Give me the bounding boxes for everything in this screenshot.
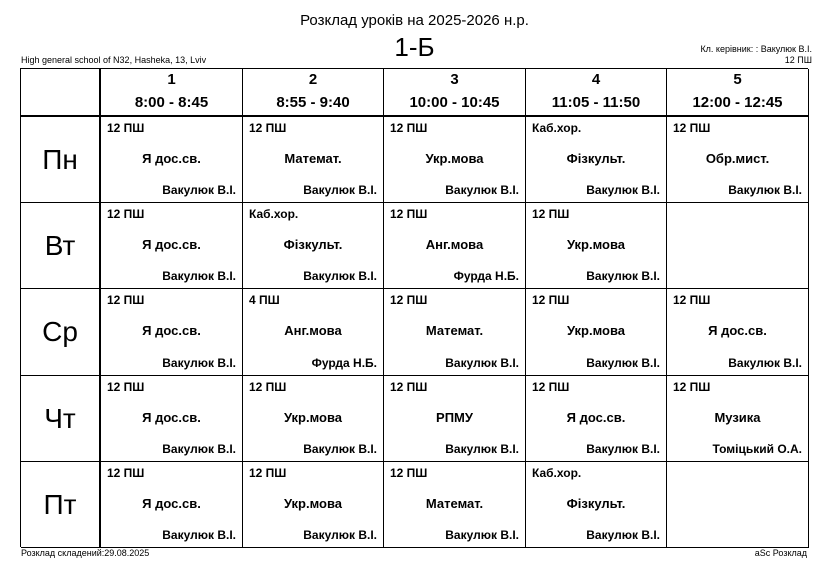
lesson-room: 12 ПШ xyxy=(532,207,570,221)
lesson-cell xyxy=(667,289,809,376)
lesson-subject: Музика xyxy=(714,410,761,425)
lesson-teacher: Томіцький О.А. xyxy=(712,442,802,456)
period-time: 8:55 - 9:40 xyxy=(276,94,350,111)
lesson-cell xyxy=(101,376,243,462)
lesson-teacher: Вакулюк В.І. xyxy=(586,356,660,370)
lesson-cell xyxy=(243,376,384,462)
lesson-room: 12 ПШ xyxy=(390,466,428,480)
lesson-room: 12 ПШ xyxy=(107,466,145,480)
lesson-teacher: Вакулюк В.І. xyxy=(162,183,236,197)
school-name: High general school of N32, Hasheka, 13, Lviv xyxy=(21,55,207,65)
period-header xyxy=(384,69,526,117)
lesson-cell xyxy=(101,117,243,203)
lesson-teacher: Вакулюк В.І. xyxy=(303,528,377,542)
lesson-teacher: Вакулюк В.І. xyxy=(586,183,660,197)
timetable-grid xyxy=(20,68,808,547)
lesson-room: 12 ПШ xyxy=(107,380,145,394)
lesson-teacher: Вакулюк В.І. xyxy=(586,442,660,456)
lesson-room: 12 ПШ xyxy=(107,121,145,135)
lesson-cell xyxy=(243,203,384,289)
period-number: 3 xyxy=(450,71,459,88)
day-label: Вт xyxy=(21,203,101,289)
lesson-room: 12 ПШ xyxy=(532,380,570,394)
period-header xyxy=(526,69,667,117)
lesson-teacher: Вакулюк В.І. xyxy=(586,269,660,283)
day-label: Чт xyxy=(21,376,101,462)
period-number: 4 xyxy=(591,71,601,88)
lesson-cell xyxy=(101,203,243,289)
lesson-cell xyxy=(667,117,809,203)
lesson-cell xyxy=(384,203,526,289)
lesson-room: 12 ПШ xyxy=(107,207,145,221)
lesson-subject: Укр.мова xyxy=(425,151,484,166)
period-number: 2 xyxy=(308,71,318,88)
day-label: Пн xyxy=(21,117,101,203)
empty-lesson-cell xyxy=(667,203,809,289)
lesson-subject: Математ. xyxy=(284,151,342,166)
lesson-cell xyxy=(667,376,809,462)
lesson-teacher: Вакулюк В.І. xyxy=(445,183,519,197)
lesson-teacher: Вакулюк В.І. xyxy=(303,269,377,283)
lesson-teacher: Вакулюк В.І. xyxy=(728,356,802,370)
period-number: 1 xyxy=(167,71,176,88)
period-time: 10:00 - 10:45 xyxy=(409,94,500,111)
lesson-teacher: Вакулюк В.І. xyxy=(162,528,236,542)
lesson-subject: Анг.мова xyxy=(284,323,342,338)
lesson-teacher: Вакулюк В.І. xyxy=(303,183,377,197)
software-name: aSc Розклад xyxy=(754,548,807,558)
lesson-room: 12 ПШ xyxy=(249,121,287,135)
lesson-teacher: Вакулюк В.І. xyxy=(445,528,519,542)
lesson-teacher: Вакулюк В.І. xyxy=(303,442,377,456)
lesson-cell xyxy=(384,462,526,548)
lesson-teacher: Фурда Н.Б. xyxy=(311,356,377,370)
lesson-room: 12 ПШ xyxy=(673,380,711,394)
lesson-teacher: Вакулюк В.І. xyxy=(162,356,236,370)
lesson-subject: Математ. xyxy=(425,496,484,511)
lesson-teacher: Вакулюк В.І. xyxy=(162,442,236,456)
period-header xyxy=(667,69,809,117)
class-teacher-info xyxy=(700,44,812,66)
lesson-subject: Укр.мова xyxy=(283,496,343,511)
lesson-subject: Фізкульт. xyxy=(283,237,343,252)
lesson-subject: Укр.мова xyxy=(566,237,626,252)
lesson-room: 12 ПШ xyxy=(390,207,428,221)
lesson-subject: Укр.мова xyxy=(283,410,343,425)
period-time: 11:05 - 11:50 xyxy=(551,94,641,111)
class-teacher-room: 12 ПШ xyxy=(784,55,812,65)
lesson-teacher: Вакулюк В.І. xyxy=(586,528,660,542)
lesson-teacher: Вакулюк В.І. xyxy=(445,356,519,370)
lesson-cell xyxy=(526,462,667,548)
lesson-room: 12 ПШ xyxy=(532,293,570,307)
lesson-subject: Я дос.св. xyxy=(142,151,201,166)
lesson-cell xyxy=(101,289,243,376)
lesson-subject: Анг.мова xyxy=(425,237,484,252)
lesson-cell xyxy=(526,117,667,203)
lesson-subject: Фізкульт. xyxy=(566,496,626,511)
lesson-subject: РПМУ xyxy=(436,410,473,425)
lesson-subject: Я дос.св. xyxy=(708,323,767,338)
period-header xyxy=(243,69,384,117)
lesson-room: 12 ПШ xyxy=(390,293,428,307)
empty-lesson-cell xyxy=(667,462,809,548)
lesson-cell xyxy=(243,117,384,203)
lesson-cell xyxy=(101,462,243,548)
corner-cell xyxy=(21,69,101,117)
lesson-cell xyxy=(243,462,384,548)
page-title: Розклад уроків на 2025-2026 н.р. xyxy=(300,12,529,29)
lesson-subject: Фізкульт. xyxy=(566,151,626,166)
lesson-subject: Я дос.св. xyxy=(142,410,201,425)
lesson-room: 12 ПШ xyxy=(673,121,711,135)
lesson-room: Каб.хор. xyxy=(249,207,299,221)
lesson-cell xyxy=(384,289,526,376)
lesson-subject: Математ. xyxy=(425,323,484,338)
lesson-cell xyxy=(526,376,667,462)
period-time: 8:00 - 8:45 xyxy=(134,94,209,111)
lesson-room: 12 ПШ xyxy=(390,121,428,135)
lesson-room: Каб.хор. xyxy=(532,466,582,480)
lesson-cell xyxy=(384,376,526,462)
lesson-subject: Я дос.св. xyxy=(142,237,201,252)
lesson-cell xyxy=(526,203,667,289)
lesson-room: 12 ПШ xyxy=(390,380,428,394)
lesson-cell xyxy=(526,289,667,376)
created-date: Розклад складений:29.08.2025 xyxy=(21,548,150,558)
period-header xyxy=(101,69,243,117)
day-label: Пт xyxy=(21,462,101,548)
lesson-room: Каб.хор. xyxy=(532,121,582,135)
lesson-room: 12 ПШ xyxy=(249,466,287,480)
lesson-room: 4 ПШ xyxy=(249,293,280,307)
lesson-subject: Обр.мист. xyxy=(705,151,770,166)
lesson-teacher: Фурда Н.Б. xyxy=(453,269,519,283)
lesson-teacher: Вакулюк В.І. xyxy=(162,269,236,283)
lesson-teacher: Вакулюк В.І. xyxy=(728,183,802,197)
lesson-teacher: Вакулюк В.І. xyxy=(445,442,519,456)
day-label: Ср xyxy=(21,289,101,376)
lesson-room: 12 ПШ xyxy=(249,380,287,394)
period-time: 12:00 - 12:45 xyxy=(692,94,783,111)
lesson-cell xyxy=(384,117,526,203)
class-name: 1-Б xyxy=(394,32,435,62)
lesson-room: 12 ПШ xyxy=(107,293,145,307)
lesson-room: 12 ПШ xyxy=(673,293,711,307)
lesson-subject: Я дос.св. xyxy=(142,496,201,511)
lesson-subject: Я дос.св. xyxy=(142,323,201,338)
lesson-subject: Укр.мова xyxy=(566,323,626,338)
class-teacher: Кл. керівник: : Вакулюк В.І. xyxy=(700,44,812,54)
lesson-cell xyxy=(243,289,384,376)
period-number: 5 xyxy=(733,71,742,88)
lesson-subject: Я дос.св. xyxy=(566,410,626,425)
